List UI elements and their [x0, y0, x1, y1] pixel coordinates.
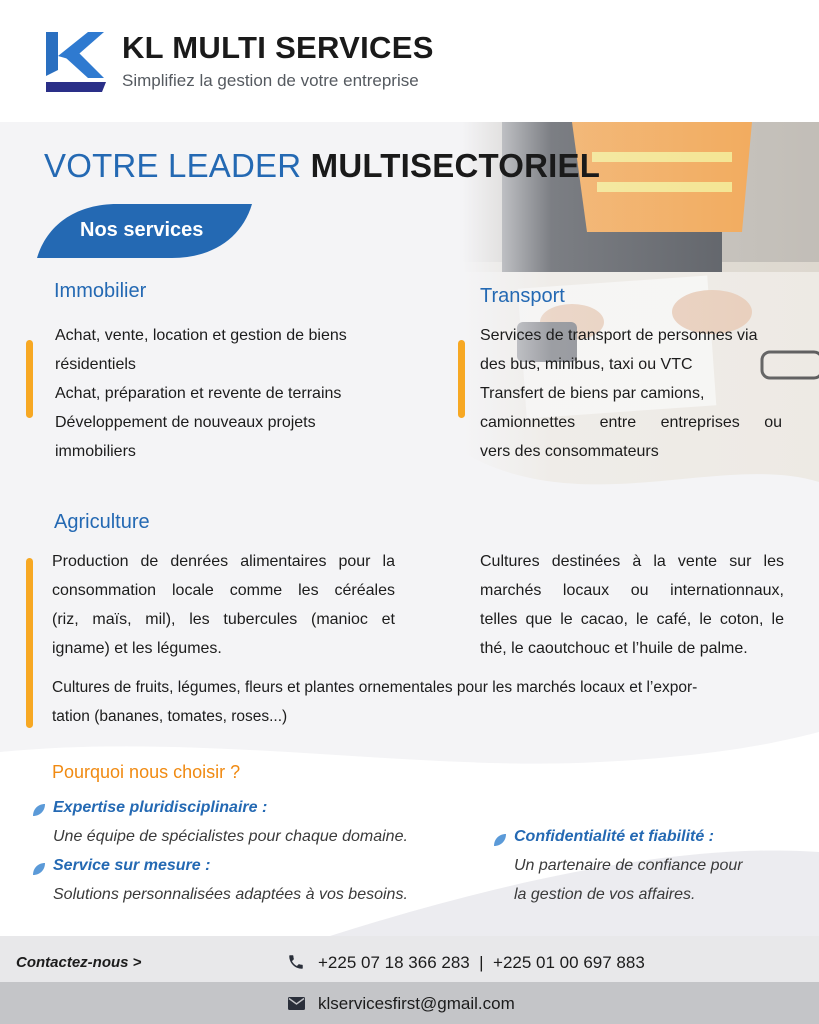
kl-logo-icon	[44, 30, 108, 94]
immobilier-accent-bar	[26, 340, 33, 418]
transport-text: Services de transport de personnes via des bus, minibus, taxi ou VTC Transfert de biens par camions, camionnettes entre entreprises ou vers des consommateurs	[480, 327, 782, 460]
why-item-text-1: Une équipe de spécialistes pour chaque domaine.	[53, 828, 408, 845]
why-item-text-2: Solutions personnalisées adaptées à vos besoins.	[53, 886, 408, 903]
immobilier-text: Achat, vente, location et gestion de biens résidentiels Achat, préparation et revente de terrains Développement de nouveaux projets immobiliers	[55, 327, 347, 460]
transport-title: Transport	[480, 285, 565, 307]
transport-accent-bar	[458, 340, 465, 418]
phone-icon	[287, 953, 305, 971]
email-address[interactable]: klservicesfirst@gmail.com	[318, 994, 515, 1013]
brand-name: KL MULTI SERVICES	[122, 30, 434, 65]
agriculture-left-text: Production de denrées alimentaires pour la consommation locale comme les céréales (riz, maïs, mil), les tubercules (manioc et igname) et les légumes.	[52, 553, 395, 657]
leaf-icon	[32, 803, 46, 817]
why-title: Pourquoi nous choisir ?	[52, 762, 241, 782]
leaf-icon	[32, 862, 46, 876]
mail-icon	[288, 997, 305, 1010]
agriculture-title: Agriculture	[54, 511, 150, 533]
leaf-icon	[493, 833, 507, 847]
tagline: Simplifiez la gestion de votre entreprise	[122, 71, 419, 90]
page-header	[0, 0, 819, 122]
why-item-title-2: Service sur mesure :	[53, 857, 211, 874]
why-item-title-3: Confidentialité et fiabilité :	[514, 828, 715, 845]
why-item-title-1: Expertise pluridisciplinaire :	[53, 799, 268, 816]
why-item-text-3: Un partenaire de confiance pour la gestion de vos affaires.	[514, 857, 743, 903]
main-content	[0, 122, 819, 936]
agriculture-right-text: Cultures destinées à la vente sur les marchés locaux ou internationnaux, telles que le cacao, le café, le coton, le thé, le caoutchouc et l’huile de palme.	[480, 553, 784, 657]
headline-part2: MULTISECTORIEL	[310, 147, 601, 184]
phone-numbers[interactable]: +225 07 18 366 283 | +225 01 00 697 883	[318, 953, 645, 972]
services-tab-label: Nos services	[80, 219, 204, 241]
agriculture-accent-bar	[26, 558, 33, 728]
headline	[44, 147, 600, 185]
agriculture-bottom-text: Cultures de fruits, légumes, fleurs et plantes ornementales pour les marchés locaux et l’expor- tation (bananes, tomates, roses...)	[52, 679, 698, 725]
immobilier-title: Immobilier	[54, 280, 147, 302]
contact-label[interactable]: Contactez-nous >	[16, 954, 142, 971]
headline-part1: VOTRE LEADER	[44, 147, 302, 184]
